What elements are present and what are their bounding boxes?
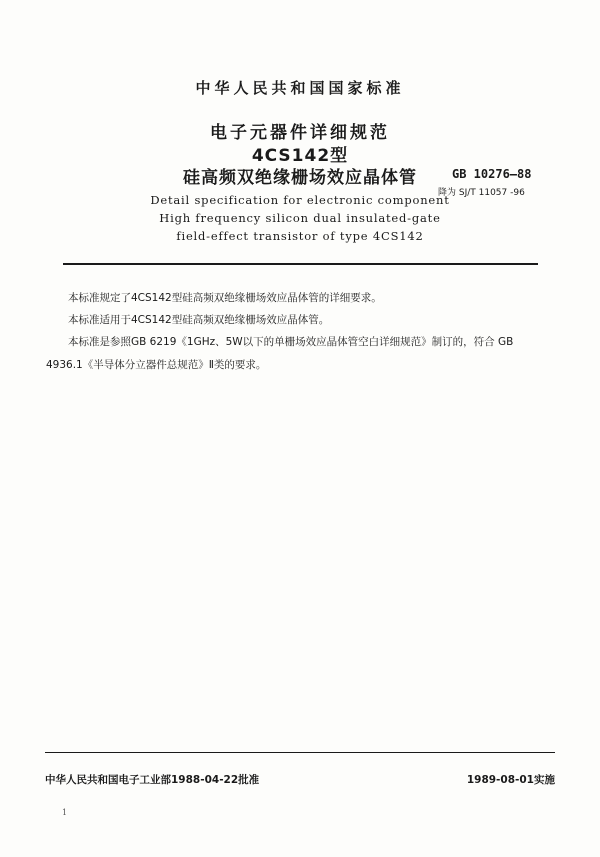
national-standard-header: 中华人民共和国国家标准 <box>195 79 405 97</box>
standard-replaced-note: 降为 SJ/T 11057 -96 <box>438 188 525 198</box>
scope-paragraph: 本标准规定了4CS142型硅高频双绝缘栅场效应晶体管的详细要求。 <box>68 292 382 304</box>
reference-paragraph-line1: 本标准是参照GB 6219《1GHz、5W以下的单栅场效应晶体管空白详细规范》制订的，符合 GB <box>68 336 514 348</box>
english-title-line2: High frequency silicon dual insulated-gate <box>159 211 441 225</box>
applicability-paragraph: 本标准适用于4CS142型硅高频双绝缘栅场效应晶体管。 <box>68 314 330 326</box>
document-title-model: 4CS142型 <box>251 146 349 166</box>
standard-code: GB 10276—88 <box>452 167 532 181</box>
implementation-date: 1989-08-01实施 <box>466 774 555 786</box>
page-number: 1 <box>62 808 68 817</box>
document-title-line1: 电子元器件详细规范 <box>210 123 390 143</box>
top-divider <box>63 263 538 265</box>
document-title-line3: 硅高频双绝缘栅场效应晶体管 <box>183 168 417 188</box>
english-title-line1: Detail specification for electronic component <box>150 193 450 207</box>
bottom-divider <box>45 752 555 753</box>
reference-paragraph-line2: 4936.1《半导体分立器件总规范》Ⅱ类的要求。 <box>46 359 267 371</box>
english-title-line3: field-effect transistor of type 4CS142 <box>176 229 424 243</box>
approval-note: 中华人民共和国电子工业部1988-04-22批准 <box>45 774 260 786</box>
